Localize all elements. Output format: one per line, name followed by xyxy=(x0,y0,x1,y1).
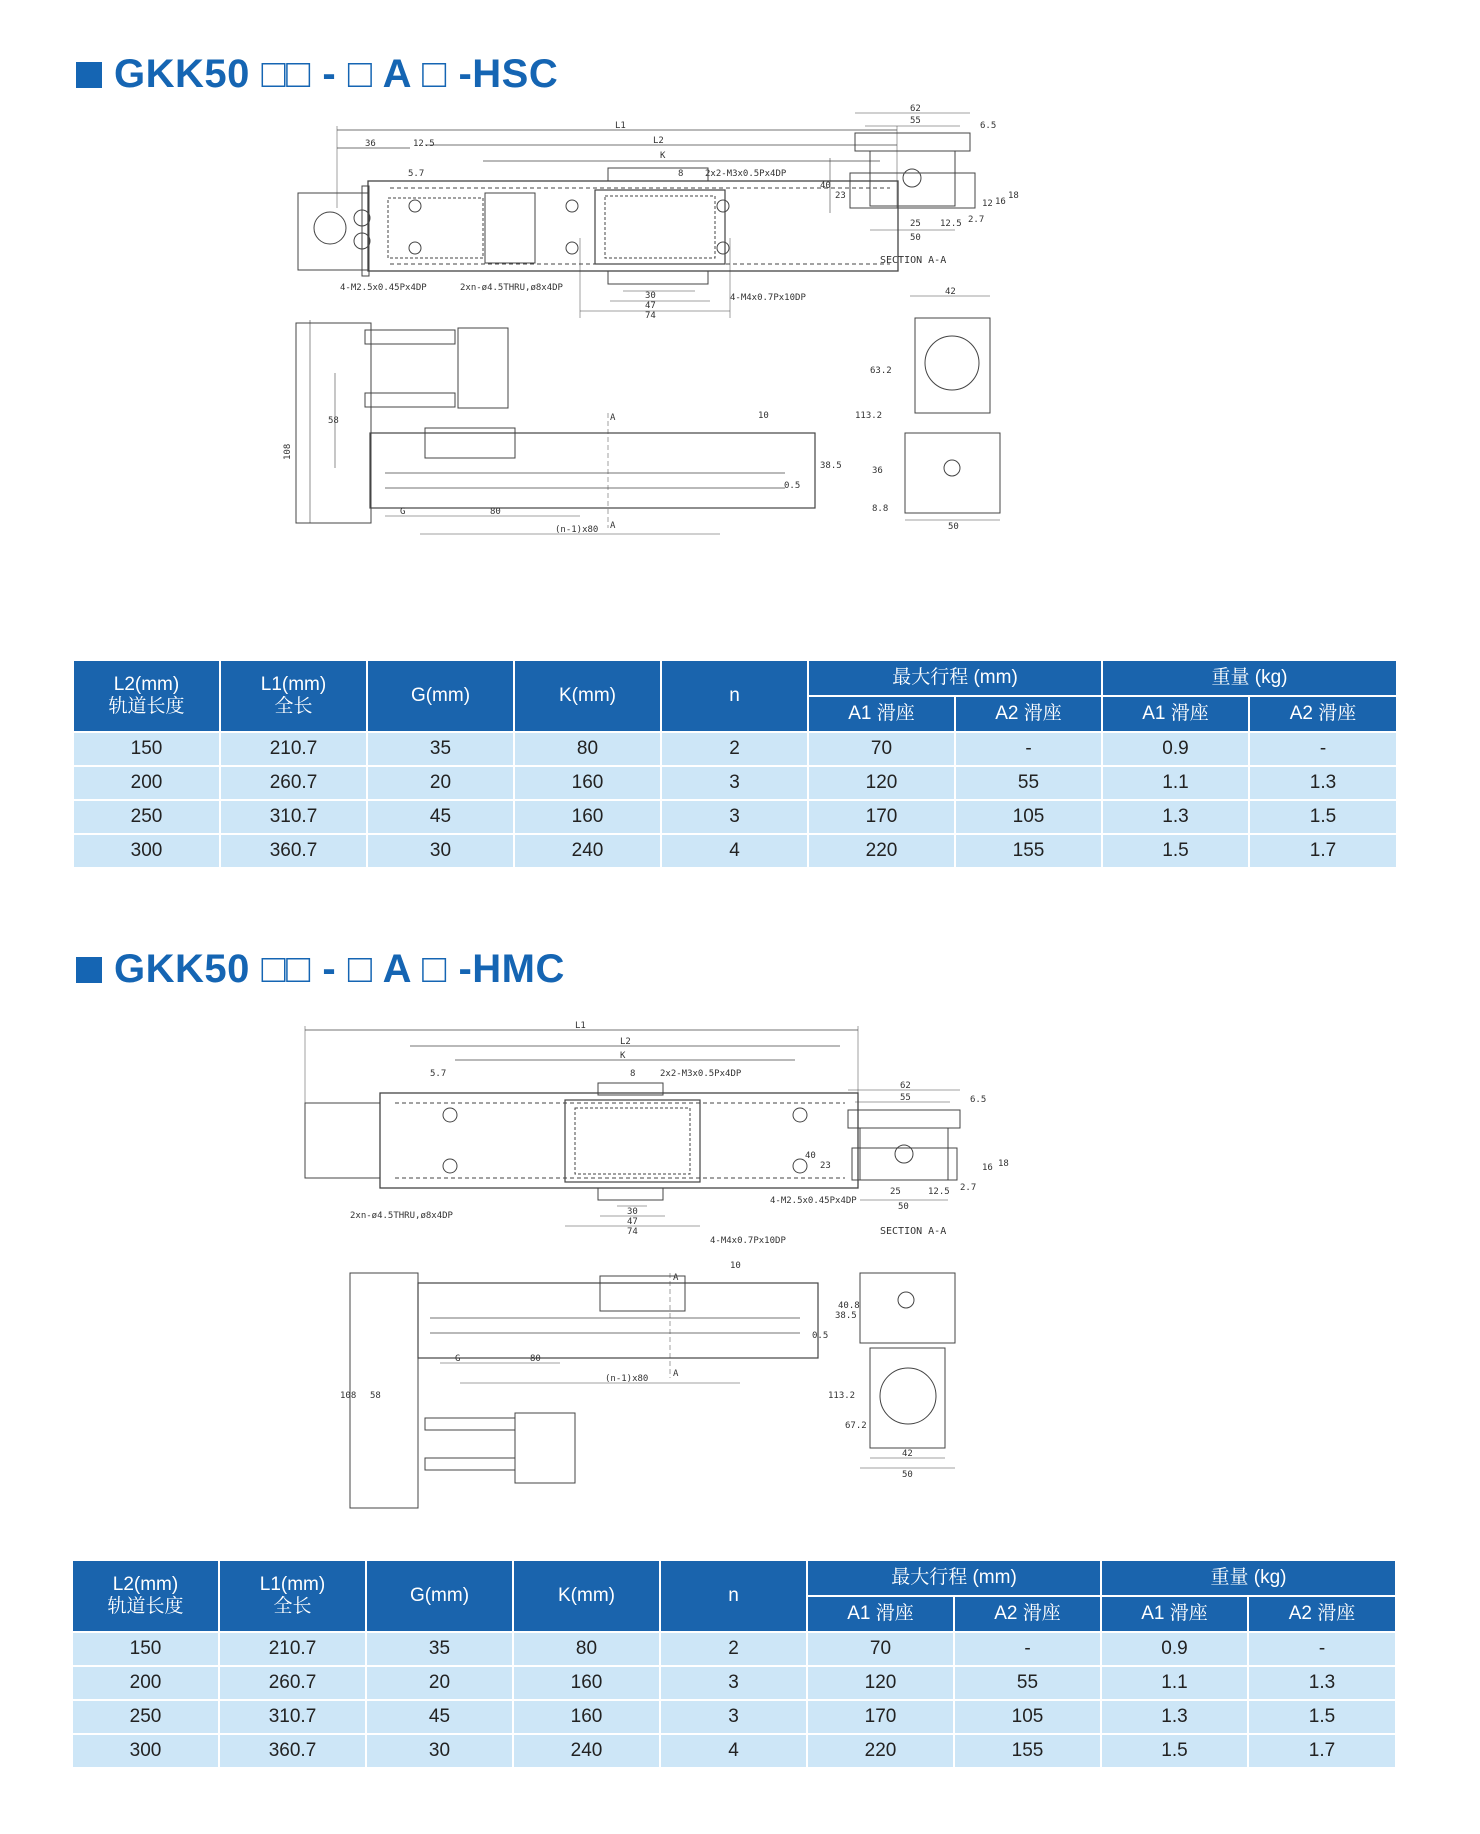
table-cell: - xyxy=(1249,732,1397,766)
technical-drawing-hsc xyxy=(283,104,1190,638)
table-cell: 55 xyxy=(954,1666,1101,1700)
table-cell: 120 xyxy=(807,1666,954,1700)
table-cell: 1.1 xyxy=(1101,1666,1248,1700)
col-header-l2-sub: 轨道长度 xyxy=(107,1596,184,1617)
dim-l1: L1 xyxy=(575,1021,586,1031)
dim-30: 30 xyxy=(627,1207,638,1217)
table-cell: 170 xyxy=(808,800,955,834)
side-view xyxy=(283,320,842,535)
dim-50b: 50 xyxy=(902,1470,913,1480)
dim-l2: L2 xyxy=(620,1037,631,1047)
col-header-l1-text: L1(mm) xyxy=(260,674,327,695)
dim-g: G xyxy=(455,1354,461,1364)
col-header-stroke: 最大行程 (mm) xyxy=(807,1560,1101,1596)
table-cell: 250 xyxy=(72,1700,219,1734)
dim-50: 50 xyxy=(910,233,921,243)
dim-n80: (n-1)x80 xyxy=(605,1374,649,1384)
section-view xyxy=(805,1081,1009,1237)
end-view xyxy=(828,1273,955,1480)
dim-k: K xyxy=(620,1051,626,1061)
table-cell: 160 xyxy=(513,1666,660,1700)
table-cell: 1.3 xyxy=(1248,1666,1396,1700)
table-cell: 3 xyxy=(661,800,808,834)
dim-16: 16 xyxy=(982,1163,993,1173)
table-cell: 35 xyxy=(367,732,514,766)
table-cell: 150 xyxy=(73,732,220,766)
dim-12-5b: 12.5 xyxy=(940,219,962,229)
dim-55: 55 xyxy=(910,116,921,126)
table-row xyxy=(73,834,1397,868)
dim-113-2: 113.2 xyxy=(855,411,883,421)
table-cell: 30 xyxy=(366,1734,513,1768)
section-view xyxy=(820,104,1019,266)
col-header-n: n xyxy=(660,1560,807,1632)
table-cell: 4 xyxy=(661,834,808,868)
table-row xyxy=(72,1666,1396,1700)
table-cell: 105 xyxy=(955,800,1102,834)
table-cell: 200 xyxy=(73,766,220,800)
table-cell: 120 xyxy=(808,766,955,800)
dim-6-5: 6.5 xyxy=(970,1095,987,1105)
table-cell: 170 xyxy=(807,1700,954,1734)
dim-12: 12 xyxy=(982,199,993,209)
note-m25: 4-M2.5x0.45Px4DP xyxy=(340,283,427,293)
col-header-l1 xyxy=(220,660,367,732)
note-m4: 4-M4x0.7Px10DP xyxy=(730,293,806,303)
note-m3: 2x2-M3x0.5Px4DP xyxy=(660,1069,742,1079)
dim-36b: 36 xyxy=(872,466,883,476)
dim-0-5: 0.5 xyxy=(812,1331,829,1341)
title-square-icon xyxy=(76,62,102,88)
dim-12-5: 12.5 xyxy=(928,1187,950,1197)
table-cell: 0.9 xyxy=(1101,1632,1248,1666)
table-cell: 150 xyxy=(72,1632,219,1666)
table-cell: 3 xyxy=(660,1700,807,1734)
dim-12-5: 12.5 xyxy=(413,139,435,149)
dim-8-8: 8.8 xyxy=(872,504,889,514)
dim-63-2: 63.2 xyxy=(870,366,892,376)
dim-g: G xyxy=(400,507,406,517)
table-cell: 45 xyxy=(367,800,514,834)
side-view xyxy=(340,1261,857,1508)
dim-23: 23 xyxy=(820,1161,831,1171)
col-header-l2 xyxy=(72,1560,219,1632)
dim-18: 18 xyxy=(1008,191,1019,201)
table-cell: 2 xyxy=(660,1632,807,1666)
table-cell: 1.7 xyxy=(1249,834,1397,868)
table-cell: 2 xyxy=(661,732,808,766)
col-header-g: G(mm) xyxy=(367,660,514,732)
table-cell: - xyxy=(1248,1632,1396,1666)
col-header-g: G(mm) xyxy=(366,1560,513,1632)
table-cell: 1.5 xyxy=(1102,834,1249,868)
spec-table-hsc xyxy=(72,659,1398,869)
section-mark-a-top: A xyxy=(673,1273,679,1283)
table-cell: 155 xyxy=(954,1734,1101,1768)
dim-42: 42 xyxy=(902,1449,913,1459)
col-header-l1-sub: 全长 xyxy=(273,1596,312,1617)
dim-6-5: 6.5 xyxy=(980,121,997,131)
table-cell: 4 xyxy=(660,1734,807,1768)
table-cell: 105 xyxy=(954,1700,1101,1734)
dim-30: 30 xyxy=(645,291,656,301)
dim-55: 55 xyxy=(900,1093,911,1103)
dim-40: 40 xyxy=(805,1151,816,1161)
table-cell: 210.7 xyxy=(220,732,367,766)
table-cell: 240 xyxy=(514,834,661,868)
table-cell: 300 xyxy=(73,834,220,868)
col-header-weight: 重量 (kg) xyxy=(1102,660,1397,696)
dim-42: 42 xyxy=(945,287,956,297)
section-title-hsc xyxy=(76,52,558,97)
table-cell: 360.7 xyxy=(220,834,367,868)
note-m3: 2x2-M3x0.5Px4DP xyxy=(705,169,787,179)
note-thru: 2xn-ø4.5THRU,ø8x4DP xyxy=(460,283,563,293)
dim-25: 25 xyxy=(890,1187,901,1197)
table-cell: 35 xyxy=(366,1632,513,1666)
dim-80: 80 xyxy=(490,507,501,517)
dim-38-5: 38.5 xyxy=(835,1311,857,1321)
col-header-k: K(mm) xyxy=(514,660,661,732)
spec-table-hmc xyxy=(71,1559,1397,1769)
table-cell: 20 xyxy=(366,1666,513,1700)
section-mark-a-bottom: A xyxy=(673,1369,679,1379)
section-title-hmc xyxy=(76,947,565,992)
dim-l1: L1 xyxy=(615,121,626,131)
section-label: SECTION A-A xyxy=(880,255,947,266)
table-cell: 155 xyxy=(955,834,1102,868)
note-m25: 4-M2.5x0.45Px4DP xyxy=(770,1196,857,1206)
dim-5-7: 5.7 xyxy=(408,169,425,179)
table-cell: 3 xyxy=(661,766,808,800)
table-cell: - xyxy=(955,732,1102,766)
table-row xyxy=(72,1632,1396,1666)
dim-62: 62 xyxy=(900,1081,911,1091)
col-header-l1-text: L1(mm) xyxy=(259,1574,326,1595)
section-label: SECTION A-A xyxy=(880,1226,947,1237)
dim-108: 108 xyxy=(340,1391,357,1401)
table-cell: 360.7 xyxy=(219,1734,366,1768)
col-header-weight-a1: A1 滑座 xyxy=(1102,696,1249,732)
col-header-k: K(mm) xyxy=(513,1560,660,1632)
col-header-stroke: 最大行程 (mm) xyxy=(808,660,1102,696)
table-cell: 250 xyxy=(73,800,220,834)
col-header-l2-text: L2(mm) xyxy=(113,674,180,695)
dim-25: 25 xyxy=(910,219,921,229)
col-header-l2-sub: 轨道长度 xyxy=(108,696,185,717)
table-cell: 1.3 xyxy=(1249,766,1397,800)
table-cell: 30 xyxy=(367,834,514,868)
table-cell: 160 xyxy=(514,766,661,800)
table-row xyxy=(73,800,1397,834)
dim-36: 36 xyxy=(365,139,376,149)
table-cell: 240 xyxy=(513,1734,660,1768)
dim-40-8: 40.8 xyxy=(838,1301,860,1311)
table-cell: 1.5 xyxy=(1249,800,1397,834)
col-header-l2 xyxy=(73,660,220,732)
col-header-l1-sub: 全长 xyxy=(274,696,313,717)
col-header-weight: 重量 (kg) xyxy=(1101,1560,1396,1596)
table-cell: 3 xyxy=(660,1666,807,1700)
table-cell: - xyxy=(954,1632,1101,1666)
note-m4: 4-M4x0.7Px10DP xyxy=(710,1236,786,1246)
table-cell: 160 xyxy=(513,1700,660,1734)
dim-0-5: 0.5 xyxy=(784,481,801,491)
end-view xyxy=(855,287,1000,532)
dim-67-2: 67.2 xyxy=(845,1421,867,1431)
dim-18: 18 xyxy=(998,1159,1009,1169)
table-cell: 1.3 xyxy=(1101,1700,1248,1734)
table-row xyxy=(73,766,1397,800)
col-header-weight-a2: A2 滑座 xyxy=(1249,696,1397,732)
col-header-n: n xyxy=(661,660,808,732)
table-cell: 1.1 xyxy=(1102,766,1249,800)
table-row xyxy=(73,732,1397,766)
table-cell: 0.9 xyxy=(1102,732,1249,766)
dim-47: 47 xyxy=(627,1217,638,1227)
dim-23: 23 xyxy=(835,191,846,201)
dim-5-7: 5.7 xyxy=(430,1069,447,1079)
table-cell: 45 xyxy=(366,1700,513,1734)
table-cell: 20 xyxy=(367,766,514,800)
top-view xyxy=(298,121,898,321)
table-row xyxy=(72,1734,1396,1768)
dim-58: 58 xyxy=(370,1391,381,1401)
dim-50b: 50 xyxy=(948,522,959,532)
col-header-stroke-a1: A1 滑座 xyxy=(807,1596,954,1632)
dim-58: 58 xyxy=(328,416,339,426)
dim-8: 8 xyxy=(630,1069,636,1079)
section-title-text: GKK50 □□ - □ A □ -HSC xyxy=(114,52,559,96)
col-header-stroke-a1: A1 滑座 xyxy=(808,696,955,732)
table-cell: 220 xyxy=(807,1734,954,1768)
dim-40: 40 xyxy=(820,181,831,191)
dim-62: 62 xyxy=(910,104,921,114)
section-title-text: GKK50 □□ - □ A □ -HMC xyxy=(114,947,565,991)
dim-n80: (n-1)x80 xyxy=(555,525,599,535)
col-header-l1 xyxy=(219,1560,366,1632)
title-square-icon xyxy=(76,957,102,983)
table-cell: 200 xyxy=(72,1666,219,1700)
technical-drawing-hmc xyxy=(300,1018,1180,1538)
col-header-stroke-a2: A2 滑座 xyxy=(954,1596,1101,1632)
table-cell: 70 xyxy=(807,1632,954,1666)
dim-108: 108 xyxy=(283,443,293,460)
table-cell: 55 xyxy=(955,766,1102,800)
col-header-weight-a2: A2 滑座 xyxy=(1248,1596,1396,1632)
table-cell: 260.7 xyxy=(219,1666,366,1700)
table-cell: 70 xyxy=(808,732,955,766)
table-cell: 80 xyxy=(514,732,661,766)
dim-38-5: 38.5 xyxy=(820,461,842,471)
table-cell: 310.7 xyxy=(219,1700,366,1734)
table-cell: 80 xyxy=(513,1632,660,1666)
table-row xyxy=(72,1700,1396,1734)
table-cell: 260.7 xyxy=(220,766,367,800)
dim-2-7: 2.7 xyxy=(968,215,985,225)
section-mark-a-bottom: A xyxy=(610,521,616,531)
dim-8: 8 xyxy=(678,169,684,179)
dim-10: 10 xyxy=(758,411,769,421)
table-cell: 1.5 xyxy=(1101,1734,1248,1768)
dim-50: 50 xyxy=(898,1202,909,1212)
dim-113-2: 113.2 xyxy=(828,1391,856,1401)
table-cell: 310.7 xyxy=(220,800,367,834)
dim-10: 10 xyxy=(730,1261,741,1271)
table-cell: 1.3 xyxy=(1102,800,1249,834)
dim-2-7: 2.7 xyxy=(960,1183,977,1193)
top-view xyxy=(305,1021,858,1246)
dim-74: 74 xyxy=(645,311,656,321)
dim-80: 80 xyxy=(530,1354,541,1364)
table-cell: 1.7 xyxy=(1248,1734,1396,1768)
dim-74: 74 xyxy=(627,1227,638,1237)
col-header-stroke-a2: A2 滑座 xyxy=(955,696,1102,732)
table-cell: 220 xyxy=(808,834,955,868)
dim-k: K xyxy=(660,151,666,161)
col-header-weight-a1: A1 滑座 xyxy=(1101,1596,1248,1632)
section-mark-a-top: A xyxy=(610,413,616,423)
table-cell: 210.7 xyxy=(219,1632,366,1666)
table-cell: 160 xyxy=(514,800,661,834)
note-thru: 2xn-ø4.5THRU,ø8x4DP xyxy=(350,1211,453,1221)
col-header-l2-text: L2(mm) xyxy=(112,1574,179,1595)
dim-l2: L2 xyxy=(653,136,664,146)
table-cell: 1.5 xyxy=(1248,1700,1396,1734)
dim-47: 47 xyxy=(645,301,656,311)
dim-16: 16 xyxy=(995,197,1006,207)
table-cell: 300 xyxy=(72,1734,219,1768)
